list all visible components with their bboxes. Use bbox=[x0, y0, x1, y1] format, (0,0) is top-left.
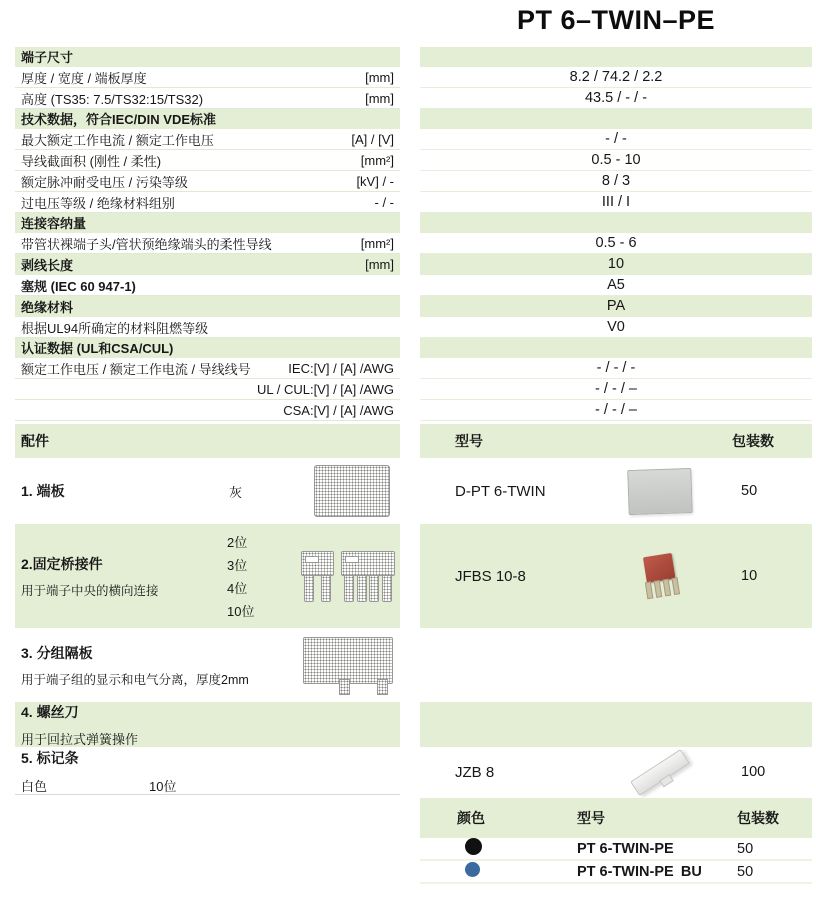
accessories-section bbox=[15, 424, 812, 795]
spec-label-cell bbox=[15, 379, 400, 400]
spec-label-cell bbox=[15, 150, 400, 171]
product-image-slot bbox=[605, 764, 715, 781]
spec-value-cell bbox=[420, 254, 812, 275]
spec-value: 8 / 3 bbox=[601, 173, 631, 189]
spec-unit: [mm] bbox=[365, 69, 394, 85]
model-number: JFBS 10-8 bbox=[455, 567, 526, 585]
accessory-title: 2.固定桥接件 bbox=[21, 555, 103, 572]
product-image-slot bbox=[605, 555, 715, 597]
accessory-description-cell bbox=[15, 749, 400, 795]
accessory-variant: 10位 bbox=[149, 779, 177, 794]
color-table-header bbox=[420, 798, 812, 838]
spec-value: 0.5 - 10 bbox=[591, 152, 641, 168]
bridge-photo bbox=[640, 553, 680, 600]
spec-label-cell bbox=[15, 254, 400, 275]
spec-value: 43.5 / - / - bbox=[584, 90, 648, 106]
qty-column-header: 包装数 bbox=[737, 810, 779, 826]
accessory-description-cell bbox=[15, 461, 400, 521]
column-gap bbox=[400, 275, 420, 296]
spec-value-cell bbox=[420, 129, 812, 150]
column-gap bbox=[400, 233, 420, 254]
pack-quantity: 50 bbox=[737, 840, 754, 857]
spec-label-cell bbox=[15, 47, 400, 67]
spec-value: - / - / – bbox=[595, 381, 637, 397]
spec-label-cell bbox=[15, 400, 400, 421]
spec-value-cell bbox=[420, 233, 812, 254]
spec-unit: UL / CUL:[V] / [A] /AWG bbox=[256, 381, 394, 397]
pack-quantity: 10 bbox=[741, 568, 758, 584]
model-number: PT 6-TWIN-PE bbox=[577, 840, 674, 857]
spec-label: 最大额定工作电流 / 额定工作电压 bbox=[21, 132, 214, 148]
spec-label: 厚度 / 宽度 / 端板厚度 bbox=[21, 70, 147, 86]
accessory-row-screwdriver bbox=[15, 702, 812, 747]
spec-label: 塞规 (IEC 60 947-1) bbox=[21, 278, 136, 294]
column-gap bbox=[400, 67, 420, 88]
accessories-header-row bbox=[15, 424, 812, 458]
end-plate-photo bbox=[627, 467, 693, 514]
column-gap bbox=[400, 317, 420, 338]
accessory-title: 3. 分组隔板 bbox=[21, 645, 93, 661]
spec-item-row bbox=[15, 233, 812, 254]
accessory-description-cell bbox=[15, 524, 400, 628]
spec-value-cell bbox=[420, 358, 812, 379]
spec-item-row bbox=[15, 88, 812, 109]
spec-label: 过电压等级 / 绝缘材料组别 bbox=[21, 195, 175, 211]
accessory-description: 用于端子中央的横向连接 bbox=[21, 583, 159, 598]
spec-item-row bbox=[15, 379, 812, 400]
accessory-variant-list bbox=[227, 532, 301, 620]
marker-strip-photo bbox=[630, 749, 690, 796]
column-gap bbox=[400, 379, 420, 400]
column-gap bbox=[400, 109, 420, 129]
spec-value-cell bbox=[420, 296, 812, 317]
spec-label-cell bbox=[15, 88, 400, 109]
variant-option: 10位 bbox=[227, 604, 255, 619]
accessory-order-cell bbox=[420, 524, 812, 628]
model-number: D-PT 6-TWIN bbox=[455, 482, 546, 500]
end-plate-drawing bbox=[314, 465, 390, 517]
accessory-order-cell bbox=[420, 749, 812, 795]
spec-label: 剥线长度 bbox=[21, 257, 74, 273]
spec-value-cell bbox=[420, 400, 812, 421]
spec-value-cell bbox=[420, 275, 812, 296]
accessory-text-block bbox=[21, 643, 303, 688]
accessory-title: 1. 端板 bbox=[21, 483, 65, 499]
qty-column-header: 包装数 bbox=[732, 433, 774, 449]
spec-item-row bbox=[15, 129, 812, 150]
accessory-description: 用于回拉式弹簧操作 bbox=[21, 731, 139, 747]
spec-label: 连接容纳量 bbox=[21, 216, 87, 231]
spec-label-cell bbox=[15, 67, 400, 88]
column-gap bbox=[400, 192, 420, 213]
spec-label: 认证数据 (UL和CSA/CUL) bbox=[21, 341, 174, 356]
blue-color-dot bbox=[465, 862, 480, 877]
spec-value-cell bbox=[420, 192, 812, 213]
spec-label: 额定工作电压 / 额定工作电流 / 导线线号 bbox=[21, 361, 251, 377]
column-gap bbox=[400, 88, 420, 109]
column-gap bbox=[400, 338, 420, 358]
spec-label-cell bbox=[15, 338, 400, 358]
spec-label: 额定脉冲耐受电压 / 污染等级 bbox=[21, 174, 188, 190]
spec-value-cell bbox=[420, 67, 812, 88]
accessory-text-block bbox=[21, 554, 227, 599]
spec-item-row bbox=[15, 171, 812, 192]
spec-value: 10 bbox=[607, 256, 625, 272]
spec-label: 技术数据，符合IEC/DIN VDE标准 bbox=[21, 112, 217, 127]
column-gap bbox=[400, 702, 420, 747]
accessory-variant: 灰 bbox=[229, 484, 243, 500]
spec-unit: [mm] bbox=[365, 256, 394, 272]
spec-item-row bbox=[15, 317, 812, 338]
variant-option: 4位 bbox=[227, 581, 248, 596]
spec-value-cell bbox=[420, 88, 812, 109]
accessory-row-fixed-bridge bbox=[15, 524, 812, 628]
accessory-color: 白色 bbox=[21, 779, 48, 794]
spec-value-cell bbox=[420, 379, 812, 400]
column-gap bbox=[400, 631, 420, 700]
spec-label-cell bbox=[15, 213, 400, 233]
bridge-multi-pos-drawing bbox=[341, 551, 395, 602]
spec-unit: IEC:[V] / [A] /AWG bbox=[288, 360, 394, 376]
bridge-drawings bbox=[301, 551, 395, 602]
spec-section-row bbox=[15, 338, 812, 358]
bridge-2pos-drawing bbox=[301, 551, 334, 602]
spec-label: 根据UL94所确定的材料阻燃等级 bbox=[21, 320, 209, 336]
spec-value: A5 bbox=[607, 277, 625, 293]
spec-item-row bbox=[15, 150, 812, 171]
accessory-order-cell-empty bbox=[420, 702, 812, 747]
spec-unit: [mm²] bbox=[360, 235, 394, 251]
spec-item-row bbox=[15, 67, 812, 88]
spec-label-cell bbox=[15, 317, 400, 338]
column-gap bbox=[400, 400, 420, 421]
spec-item-row bbox=[15, 358, 812, 379]
color-column-header: 颜色 bbox=[457, 810, 485, 826]
spec-item-row bbox=[15, 275, 812, 296]
spec-value: PA bbox=[606, 298, 626, 314]
product-image-slot bbox=[605, 469, 715, 514]
spec-value-cell bbox=[420, 47, 812, 67]
accessory-title: 5. 标记条 bbox=[21, 750, 79, 766]
color-variants-table bbox=[420, 798, 812, 884]
accessory-order-cell bbox=[420, 461, 812, 521]
spec-label-cell bbox=[15, 275, 400, 296]
variant-option: 2位 bbox=[227, 535, 248, 550]
model-qty-header-cell bbox=[420, 424, 812, 458]
model-column-header: 型号 bbox=[577, 810, 605, 826]
spec-item-row bbox=[15, 400, 812, 421]
spec-value: - / - / - bbox=[596, 360, 636, 376]
variant-option: 3位 bbox=[227, 558, 248, 573]
spec-label: 导线截面积 (刚性 / 柔性) bbox=[21, 153, 162, 169]
accessory-order-cell-empty bbox=[420, 631, 812, 700]
accessory-detail-line bbox=[21, 776, 400, 795]
spec-unit: [mm²] bbox=[360, 152, 394, 168]
column-gap bbox=[400, 461, 420, 521]
column-gap bbox=[400, 524, 420, 628]
spec-value: 0.5 - 6 bbox=[595, 235, 637, 251]
accessory-description-cell bbox=[15, 702, 400, 747]
color-table-row bbox=[420, 838, 812, 861]
model-number: PT 6-TWIN-PE BU bbox=[577, 863, 702, 880]
accessories-title: 配件 bbox=[21, 433, 49, 449]
column-gap bbox=[400, 424, 420, 458]
spec-value-cell bbox=[420, 338, 812, 358]
spec-label-cell bbox=[15, 109, 400, 129]
spec-item-row bbox=[15, 296, 812, 317]
spec-unit: [mm] bbox=[365, 90, 394, 106]
spec-section-row bbox=[15, 109, 812, 129]
model-number: JZB 8 bbox=[455, 763, 495, 781]
column-gap bbox=[400, 150, 420, 171]
accessory-row-group-separator bbox=[15, 631, 812, 700]
spec-value: - / - / – bbox=[595, 402, 637, 418]
spec-unit: [kV] / - bbox=[356, 173, 394, 189]
spec-unit: [A] / [V] bbox=[351, 131, 394, 147]
column-gap bbox=[400, 47, 420, 67]
spec-unit: CSA:[V] / [A] /AWG bbox=[283, 402, 394, 418]
spec-value-cell bbox=[420, 317, 812, 338]
product-title: PT 6–TWIN–PE bbox=[516, 5, 716, 35]
column-gap bbox=[400, 171, 420, 192]
spec-value: - / - bbox=[605, 131, 627, 147]
spec-value-cell bbox=[420, 213, 812, 233]
spec-section-row bbox=[15, 213, 812, 233]
pack-quantity: 50 bbox=[737, 863, 754, 880]
spec-value-cell bbox=[420, 150, 812, 171]
spec-value-cell bbox=[420, 109, 812, 129]
spec-label: 高度 (TS35: 7.5/TS32:15/TS32) bbox=[21, 91, 204, 107]
spec-item-row bbox=[15, 254, 812, 275]
spec-label-cell bbox=[15, 296, 400, 317]
accessory-row-marker-strip bbox=[15, 749, 812, 795]
spec-label-cell bbox=[15, 171, 400, 192]
spec-value: V0 bbox=[607, 319, 625, 335]
column-gap bbox=[400, 749, 420, 795]
spec-label: 带管状裸端子头/管状预绝缘端头的柔性导线 bbox=[21, 236, 272, 252]
model-column-header: 型号 bbox=[455, 433, 483, 449]
spec-value: 8.2 / 74.2 / 2.2 bbox=[569, 69, 663, 85]
accessories-header-cell bbox=[15, 424, 400, 458]
accessory-row-end-plate bbox=[15, 461, 812, 521]
column-gap bbox=[400, 129, 420, 150]
spec-unit: - / - bbox=[374, 194, 394, 210]
spec-label-cell bbox=[15, 358, 400, 379]
pack-quantity: 50 bbox=[741, 483, 758, 499]
column-gap bbox=[400, 213, 420, 233]
color-table-row bbox=[420, 861, 812, 884]
column-gap bbox=[400, 254, 420, 275]
pack-quantity: 100 bbox=[741, 764, 766, 780]
group-separator-drawing bbox=[303, 637, 393, 695]
spec-section-row bbox=[15, 47, 812, 67]
accessory-title: 4. 螺丝刀 bbox=[21, 703, 79, 720]
column-gap bbox=[400, 358, 420, 379]
column-gap bbox=[400, 296, 420, 317]
spec-label: 绝缘材料 bbox=[21, 299, 74, 315]
spec-item-row bbox=[15, 192, 812, 213]
spec-label: 端子尺寸 bbox=[21, 50, 74, 65]
spec-label-cell bbox=[15, 233, 400, 254]
spec-value-cell bbox=[420, 171, 812, 192]
accessory-description-cell bbox=[15, 631, 400, 700]
accessory-description: 用于端子组的显示和电气分离，厚度2mm bbox=[21, 673, 249, 687]
black-color-dot bbox=[465, 838, 482, 855]
spec-label-cell bbox=[15, 192, 400, 213]
spec-table bbox=[15, 47, 812, 421]
spec-value: III / I bbox=[601, 194, 631, 210]
spec-label-cell bbox=[15, 129, 400, 150]
